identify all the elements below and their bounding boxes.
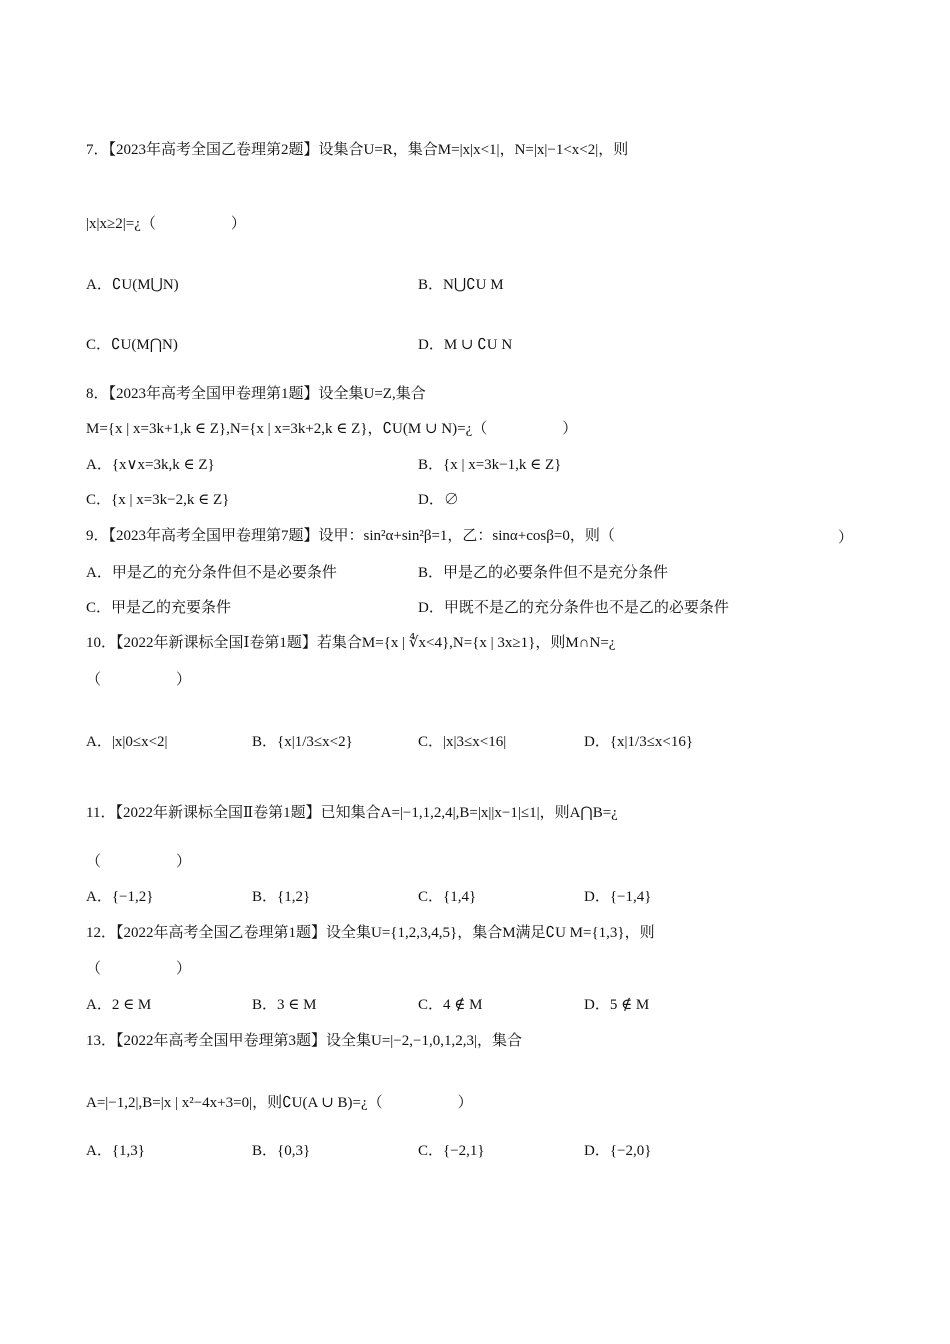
q7-stem-line2: |x|x≥2|=¿（ ）	[86, 216, 246, 232]
q9-close-paren: ）	[838, 530, 854, 546]
q8-option-d: D．∅	[418, 492, 459, 508]
q12-option-c: C．4 ∉ M	[418, 997, 483, 1013]
q12-option-a: A．2 ∈ M	[86, 997, 152, 1013]
q9-option-b: B．甲是乙的必要条件但不是充分条件	[418, 565, 669, 581]
q10-stem-line1: 10．【2022年新课标全国Ⅰ卷第1题】若集合M={x | ∜x<4},N={x | 3x≥1}，则M∩N=¿	[86, 635, 616, 651]
q8-option-b: B．{x | x=3k−1,k ∈ Z}	[418, 457, 562, 473]
q12-stem-line2: （ ）	[86, 961, 192, 977]
q10-option-c: C．|x|3≤x<16|	[418, 734, 507, 750]
q11-option-c: C．{1,4}	[418, 889, 477, 905]
q8-stem-line2: M={x | x=3k+1,k ∈ Z},N={x | x=3k+2,k ∈ Z}，∁U(M ∪ N)=¿（ ）	[86, 421, 578, 437]
q11-option-d: D．{−1,4}	[584, 889, 652, 905]
q11-option-a: A．{−1,2}	[86, 889, 154, 905]
q12-option-b: B．3 ∈ M	[252, 997, 317, 1013]
q9-option-d: D．甲既不是乙的充分条件也不是乙的必要条件	[418, 600, 729, 616]
q12-stem-line1: 12．【2022年高考全国乙卷理第1题】设全集U={1,2,3,4,5}，集合M满足∁U M={1,3}，则	[86, 925, 655, 941]
q13-option-d: D．{−2,0}	[584, 1143, 652, 1159]
q7-option-d: D．M ∪ ∁U N	[418, 337, 513, 353]
q8-stem-line1: 8．【2023年高考全国甲卷理第1题】设全集U=Z,集合	[86, 386, 426, 402]
q10-stem-line2: （ ）	[86, 672, 192, 688]
q13-option-c: C．{−2,1}	[418, 1143, 485, 1159]
q13-option-b: B．{0,3}	[252, 1143, 311, 1159]
q12-option-d: D．5 ∉ M	[584, 997, 650, 1013]
q7-option-b: B．N⋃∁U M	[418, 277, 504, 293]
q10-option-b: B．{x|1/3≤x<2}	[252, 734, 353, 750]
q9-option-c: C．甲是乙的充要条件	[86, 600, 232, 616]
q13-stem-line2: A=|−1,2|,B=|x | x²−4x+3=0|，则∁U(A ∪ B)=¿（ ）	[86, 1095, 473, 1111]
q7-option-a: A．∁U(M⋃N)	[86, 277, 179, 293]
q8-option-a: A．{x∨x=3k,k ∈ Z}	[86, 457, 215, 473]
q9-stem-line1: 9．【2023年高考全国甲卷理第7题】设甲：sin²α+sin²β=1，乙：sinα+cosβ=0，则（	[86, 528, 615, 544]
q11-stem-line1: 11．【2022年新课标全国Ⅱ卷第1题】已知集合A=|−1,1,2,4|,B=|x||x−1|≤1|，则A⋂B=¿	[86, 805, 618, 821]
q13-stem-line1: 13．【2022年高考全国甲卷理第3题】设全集U=|−2,−1,0,1,2,3|，集合	[86, 1033, 522, 1049]
q10-option-d: D．{x|1/3≤x<16}	[584, 734, 694, 750]
q10-option-a: A．|x|0≤x<2|	[86, 734, 168, 750]
q8-option-c: C．{x | x=3k−2,k ∈ Z}	[86, 492, 230, 508]
q7-option-c: C．∁U(M⋂N)	[86, 337, 178, 353]
q11-stem-line2: （ ）	[86, 854, 192, 870]
q9-option-a: A．甲是乙的充分条件但不是必要条件	[86, 565, 337, 581]
q13-option-a: A．{1,3}	[86, 1143, 145, 1159]
q11-option-b: B．{1,2}	[252, 889, 311, 905]
q7-stem-line1: 7．【2023年高考全国乙卷理第2题】设集合U=R，集合M=|x|x<1|，N=|x|−1<x<2|，则	[86, 142, 629, 158]
